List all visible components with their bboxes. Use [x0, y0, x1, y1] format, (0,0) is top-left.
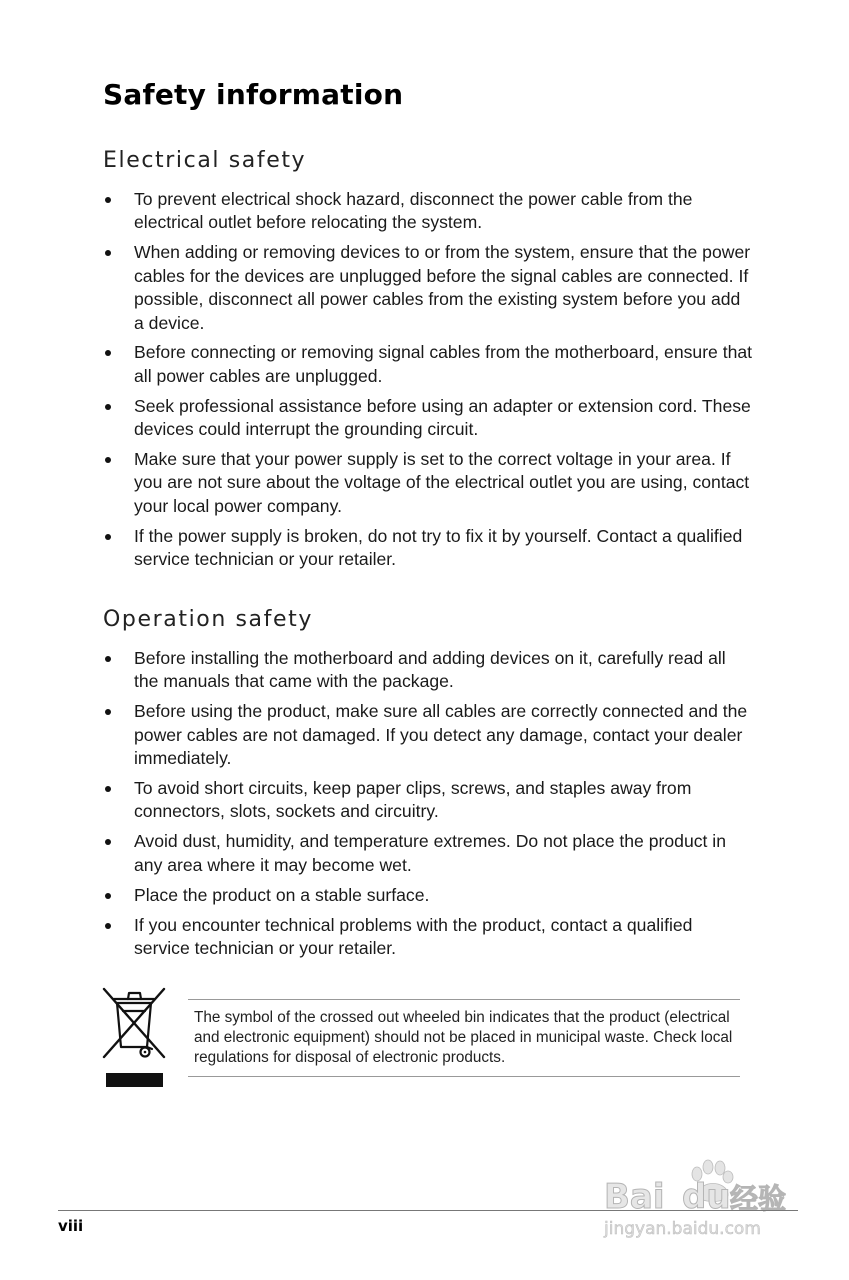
bullet-icon [105, 350, 111, 356]
list-item [103, 341, 753, 388]
footer-rule [58, 1210, 798, 1211]
notice-top-rule [188, 999, 740, 1000]
list-item [103, 700, 753, 770]
page-title: Safety information [103, 78, 404, 111]
baidu-jingyan-watermark [600, 1150, 800, 1250]
list-item-text: Before connecting or removing signal cables from the motherboard, ensure that all power cables are unplugged. [134, 342, 753, 386]
watermark-url: jingyan.baidu.com [604, 1219, 761, 1239]
bullet-icon [105, 786, 111, 792]
bullet-icon [105, 893, 111, 899]
page-number: viii [58, 1217, 84, 1235]
watermark-brand-a: Bai [604, 1177, 665, 1217]
bullet-icon [105, 197, 111, 203]
watermark-cjk: 经验 [730, 1182, 787, 1215]
list-item [103, 777, 753, 824]
list-item [103, 395, 753, 442]
list-item [103, 830, 753, 877]
operation-safety-list [103, 647, 753, 967]
list-item-text: To prevent electrical shock hazard, disconnect the power cable from the electrical outlet before relocating the system. [134, 189, 693, 233]
bullet-icon [105, 656, 111, 662]
list-item [103, 914, 753, 961]
list-item-text: Place the product on a stable surface. [134, 884, 430, 905]
weee-notice-text: The symbol of the crossed out wheeled bin indicates that the product (electrical and electronic equipment) should not be placed in municipal waste. Check local regulations for disposal of electronic products. [194, 1009, 733, 1066]
list-item-text: Before using the product, make sure all cables are correctly connected and the power cables are not damaged. If you detect any damage, contact your dealer immediately. [134, 701, 748, 769]
electrical-safety-heading: Electrical safety [103, 148, 307, 173]
list-item-text: Before installing the motherboard and adding devices on it, carefully read all the manuals that came with the package. [134, 648, 726, 692]
list-item-text: If the power supply is broken, do not try to fix it by yourself. Contact a qualified service technician or your retailer. [134, 525, 743, 570]
list-item-text: Make sure that your power supply is set to the correct voltage in your area. If you are not sure about the voltage of the electrical outlet you are using, contact your local power company. [134, 449, 750, 516]
bullet-icon [105, 839, 111, 845]
list-item [103, 448, 753, 518]
list-item-text: Avoid dust, humidity, and temperature extremes. Do not place the product in any area where it may become wet. [134, 831, 726, 875]
electrical-safety-list [103, 188, 753, 578]
bullet-icon [105, 534, 111, 540]
list-item [103, 884, 753, 907]
crossed-out-wheeled-bin-icon [100, 985, 168, 1090]
list-item-text: If you encounter technical problems with the product, contact a qualified service technician or your retailer. [134, 914, 693, 958]
list-item [103, 525, 753, 572]
notice-bottom-rule [188, 1076, 740, 1077]
list-item [103, 188, 753, 235]
list-item-text: Seek professional assistance before using an adapter or extension cord. These devices could interrupt the grounding circuit. [134, 395, 751, 440]
list-item [103, 241, 753, 335]
bullet-icon [105, 923, 111, 929]
bullet-icon [105, 250, 111, 256]
list-item-text: When adding or removing devices to or from the system, ensure that the power cables for the devices are unplugged before the signal cables are connected. If possible, disconnect all power cables from the existing system before you add a device. [134, 242, 751, 333]
watermark-brand-b: du [682, 1177, 731, 1217]
bullet-icon [105, 709, 111, 715]
list-item [103, 647, 753, 694]
bullet-icon [105, 457, 111, 463]
operation-safety-heading: Operation safety [103, 607, 313, 632]
list-item-text: To avoid short circuits, keep paper clips, screws, and staples away from connectors, slots, sockets and circuitry. [134, 778, 692, 822]
bullet-icon [105, 404, 111, 410]
